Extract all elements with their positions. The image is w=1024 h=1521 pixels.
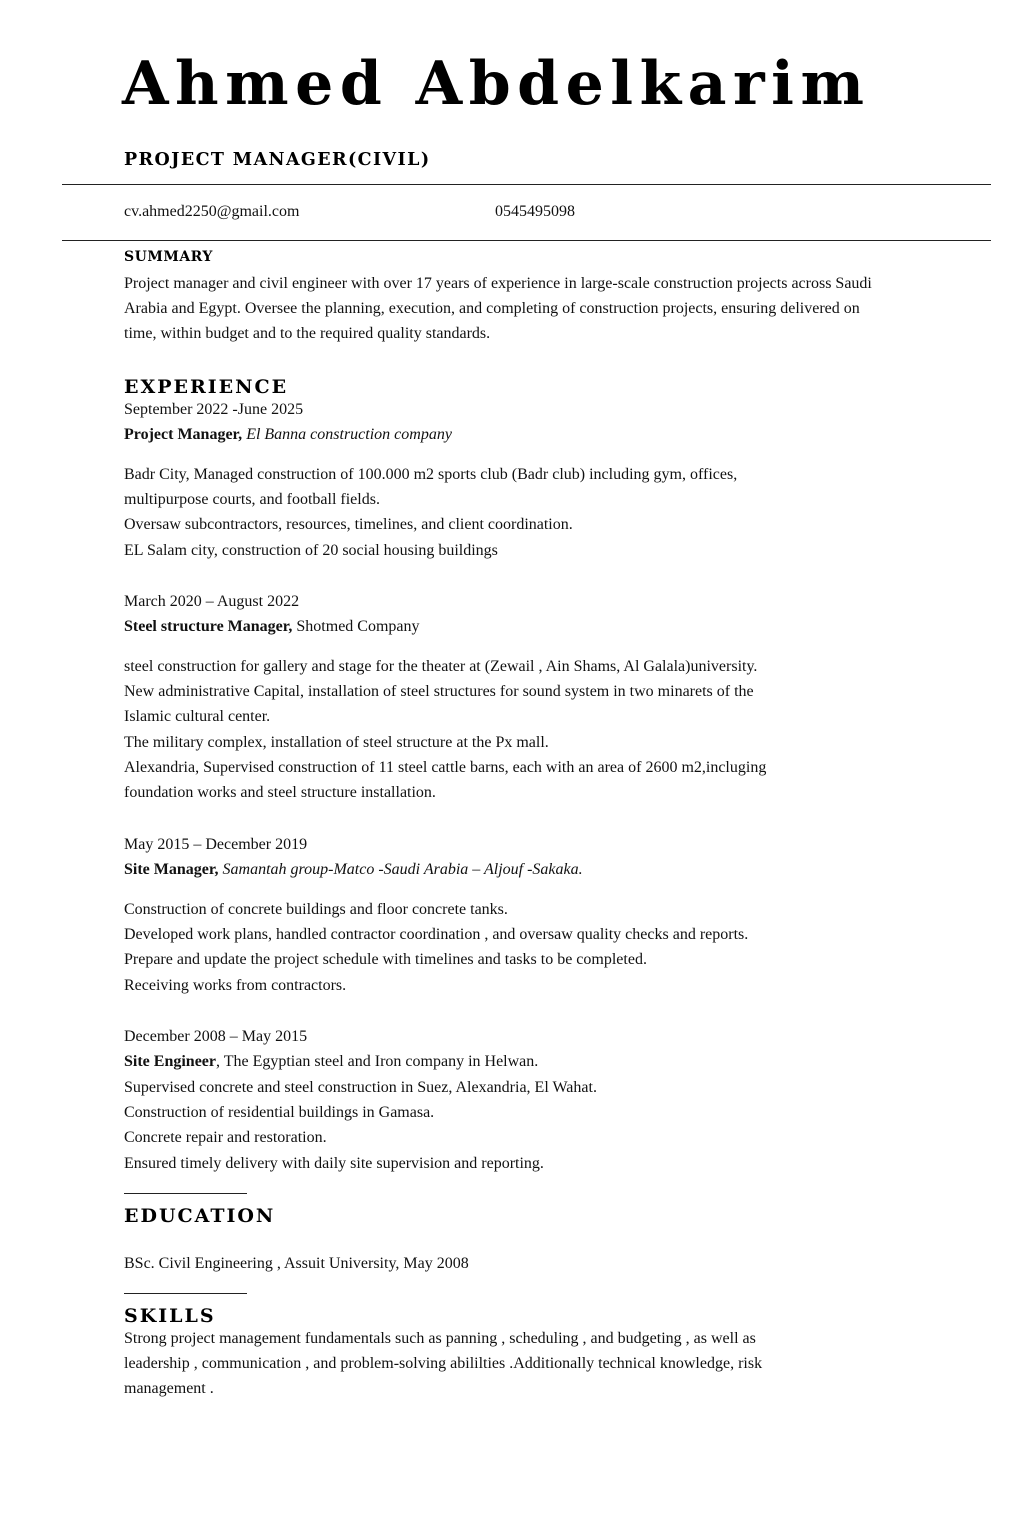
summary-text: Project manager and civil engineer with over 17 years of experience in large-scale construction projects across Saudi Arabia and Egypt. Oversee the planning, execution, and completing of construction projects, ensuring delivered on time, within budget and to the required quality standards. bbox=[124, 275, 872, 343]
education-divider bbox=[124, 1193, 247, 1194]
job-title: Project Manager, bbox=[124, 426, 243, 443]
job-company: Samantah group-Matco -Saudi Arabia – Aljouf -Sakaka. bbox=[218, 861, 583, 878]
experience-heading: EXPERIENCE bbox=[124, 376, 289, 398]
job-line: Developed work plans, handled contractor coordination , and oversaw quality checks and reports. bbox=[124, 926, 749, 944]
job-title-heading: PROJECT MANAGER(CIVIL) bbox=[124, 150, 431, 170]
job-description bbox=[124, 654, 766, 805]
job-line: EL Salam city, construction of 20 social housing buildings bbox=[124, 541, 498, 559]
summary-heading: SUMMARY bbox=[124, 249, 213, 265]
job-line: foundation works and steel structure installation. bbox=[124, 784, 436, 802]
header-divider-top bbox=[62, 184, 991, 185]
header-divider-bottom bbox=[62, 240, 991, 241]
job-line: Alexandria, Supervised construction of 11 steel cattle barns, each with an area of 2600 m2,incluging bbox=[124, 758, 767, 776]
job-line: The military complex, installation of steel structure at the Px mall. bbox=[124, 733, 549, 751]
education-text: BSc. Civil Engineering , Assuit University, May 2008 bbox=[124, 1255, 469, 1272]
job-heading bbox=[124, 857, 583, 882]
job-company: El Banna construction company bbox=[242, 426, 452, 443]
email[interactable]: cv.ahmed2250@gmail.com bbox=[124, 203, 300, 220]
job-line: Oversaw subcontractors, resources, timelines, and client coordination. bbox=[124, 516, 573, 534]
skills-divider bbox=[124, 1293, 247, 1294]
job-description bbox=[124, 462, 737, 563]
skills-line: management . bbox=[124, 1380, 214, 1398]
job-line: multipurpose courts, and football fields. bbox=[124, 491, 380, 509]
job-company: , The Egyptian steel and Iron company in Helwan. bbox=[216, 1053, 539, 1070]
job-title: Site Engineer bbox=[124, 1053, 216, 1070]
job-line: Receiving works from contractors. bbox=[124, 976, 347, 994]
job-line: New administrative Capital, installation of steel structures for sound system in two minarets of the bbox=[124, 683, 754, 701]
job-dates: March 2020 – August 2022 bbox=[124, 593, 300, 610]
skills-heading: SKILLS bbox=[124, 1305, 216, 1327]
job-heading bbox=[124, 1049, 538, 1074]
education-heading: EDUCATION bbox=[124, 1205, 276, 1227]
job-line: Supervised concrete and steel construction in Suez, Alexandria, El Wahat. bbox=[124, 1079, 597, 1096]
job-line: Concrete repair and restoration. bbox=[124, 1129, 327, 1147]
job-title: Site Manager, bbox=[124, 861, 219, 878]
candidate-name: Ahmed Abdelkarim bbox=[122, 49, 871, 119]
job-line: Islamic cultural center. bbox=[124, 708, 271, 726]
job-line: Prepare and update the project schedule with timelines and tasks to be completed. bbox=[124, 951, 647, 969]
job-line: Construction of concrete buildings and floor concrete tanks. bbox=[124, 901, 508, 918]
job-heading bbox=[124, 422, 452, 447]
job-dates: September 2022 -June 2025 bbox=[124, 401, 304, 418]
job-line: Badr City, Managed construction of 100.000 m2 sports club (Badr club) including gym, offices, bbox=[124, 466, 738, 483]
job-dates: December 2008 – May 2015 bbox=[124, 1028, 308, 1045]
job-description bbox=[124, 897, 748, 998]
job-line: Ensured timely delivery with daily site supervision and reporting. bbox=[124, 1154, 544, 1172]
job-line: steel construction for gallery and stage for the theater at (Zewail , Ain Shams, Al Galala)university. bbox=[124, 658, 758, 675]
job-heading bbox=[124, 614, 420, 639]
skills-text bbox=[124, 1326, 762, 1402]
job-company: Shotmed Company bbox=[292, 618, 420, 635]
job-line: Construction of residential buildings in Gamasa. bbox=[124, 1104, 435, 1122]
job-description bbox=[124, 1075, 597, 1176]
job-dates: May 2015 – December 2019 bbox=[124, 836, 308, 853]
phone[interactable]: 0545495098 bbox=[495, 203, 575, 220]
skills-line: leadership , communication , and problem-solving abililties .Additionally technical knowledge, risk bbox=[124, 1355, 763, 1373]
skills-line: Strong project management fundamentals such as panning , scheduling , and budgeting , as well as bbox=[124, 1330, 756, 1347]
job-title: Steel structure Manager, bbox=[124, 618, 293, 635]
